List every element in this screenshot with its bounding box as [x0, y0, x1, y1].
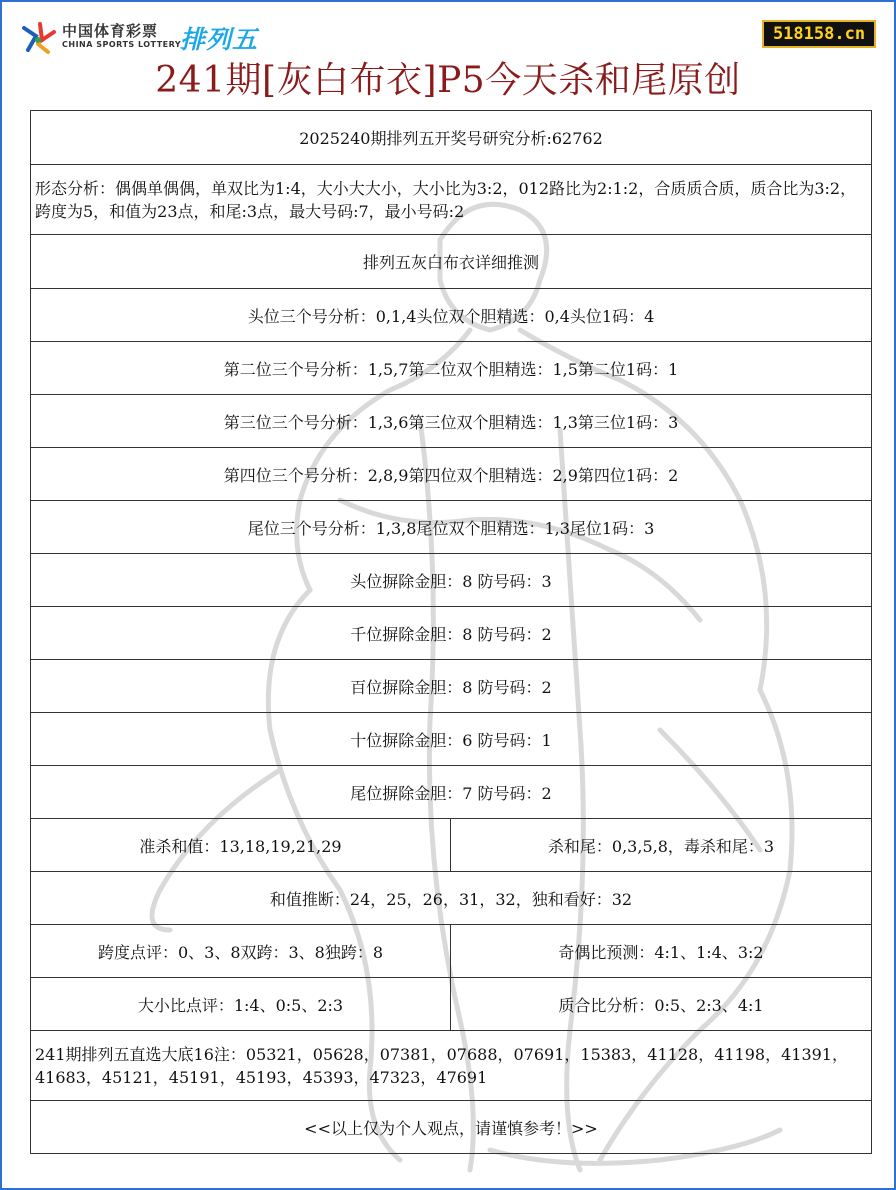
analysis-table — [30, 110, 872, 1154]
table-row — [31, 448, 872, 501]
position-2-cell: 第二位三个号分析：1,5,7第二位双个胆精选：1,5第二位1码：1 — [31, 342, 872, 395]
table-row — [31, 925, 872, 978]
position-5-cell: 尾位三个号分析：1,3,8尾位双个胆精选：1,3尾位1码：3 — [31, 501, 872, 554]
shape-analysis-cell: 形态分析：偶偶单偶偶，单双比为1:4，大小大大小，大小比为3:2，012路比为2:1:2，合质质合质，质合比为3:2，跨度为5，和值为23点，和尾:3点，最大号码:7，最小号码:2 — [31, 165, 872, 235]
logo-chinese-name: 中国体育彩票 — [62, 22, 159, 40]
picks-cell: 241期排列五直选大底16注：05321，05628，07381，07688，07691，15383，41128，41198，41391，41683，45121，45191，45193，45393，47323，47691 — [31, 1031, 872, 1101]
gold-exclude-4-cell: 十位摒除金胆：6 防号码：1 — [31, 713, 872, 766]
table-row — [31, 111, 872, 165]
position-4-cell: 第四位三个号分析：2,8,9第四位双个胆精选：2,9第四位1码：2 — [31, 448, 872, 501]
sum-guess-cell: 和值推断：24，25，26，31，32，独和看好：32 — [31, 872, 872, 925]
kill-tail-cell: 杀和尾：0,3,5,8，毒杀和尾：3 — [451, 819, 872, 872]
lottery-star-icon — [18, 20, 58, 56]
page-title: 241期[灰白布衣]P5今天杀和尾原创 — [155, 60, 741, 101]
table-row — [31, 766, 872, 819]
odd-even-cell: 奇偶比预测：4:1、1:4、3:2 — [451, 925, 872, 978]
table-row — [31, 660, 872, 713]
logo-english-name: CHINA SPORTS LOTTERY — [62, 40, 182, 49]
table-row — [31, 501, 872, 554]
gold-exclude-1-cell: 头位摒除金胆：8 防号码：3 — [31, 554, 872, 607]
position-3-cell: 第三位三个号分析：1,3,6第三位双个胆精选：1,3第三位1码：3 — [31, 395, 872, 448]
table-row — [31, 289, 872, 342]
section-title-cell: 排列五灰白布衣详细推测 — [31, 235, 872, 289]
big-small-cell: 大小比点评：1:4、0:5、2:3 — [31, 978, 451, 1031]
table-row — [31, 395, 872, 448]
table-row — [31, 819, 872, 872]
table-row — [31, 1101, 872, 1154]
draw-result-cell: 2025240期排列五开奖号研究分析:62762 — [31, 111, 872, 165]
table-row — [31, 165, 872, 235]
span-cell: 跨度点评：0、3、8双跨：3、8独跨：8 — [31, 925, 451, 978]
table-row — [31, 607, 872, 660]
lottery-logo — [18, 18, 278, 58]
table-row — [31, 872, 872, 925]
gold-exclude-5-cell: 尾位摒除金胆：7 防号码：2 — [31, 766, 872, 819]
logo-game-name: 排列五 — [180, 25, 259, 54]
kill-sum-cell: 准杀和值：13,18,19,21,29 — [31, 819, 451, 872]
table-row — [31, 554, 872, 607]
table-row — [31, 978, 872, 1031]
gold-exclude-3-cell: 百位摒除金胆：8 防号码：2 — [31, 660, 872, 713]
table-row — [31, 235, 872, 289]
table-row — [31, 1031, 872, 1101]
prime-composite-cell: 质合比分析：0:5、2:3、4:1 — [451, 978, 872, 1031]
table-row — [31, 713, 872, 766]
table-row — [31, 342, 872, 395]
page-header — [0, 0, 896, 108]
gold-exclude-2-cell: 千位摒除金胆：8 防号码：2 — [31, 607, 872, 660]
position-1-cell: 头位三个号分析：0,1,4头位双个胆精选：0,4头位1码：4 — [31, 289, 872, 342]
disclaimer-cell: <<以上仅为个人观点，请谨慎参考！>> — [31, 1101, 872, 1154]
site-domain-badge[interactable]: 518158.cn — [762, 20, 876, 48]
